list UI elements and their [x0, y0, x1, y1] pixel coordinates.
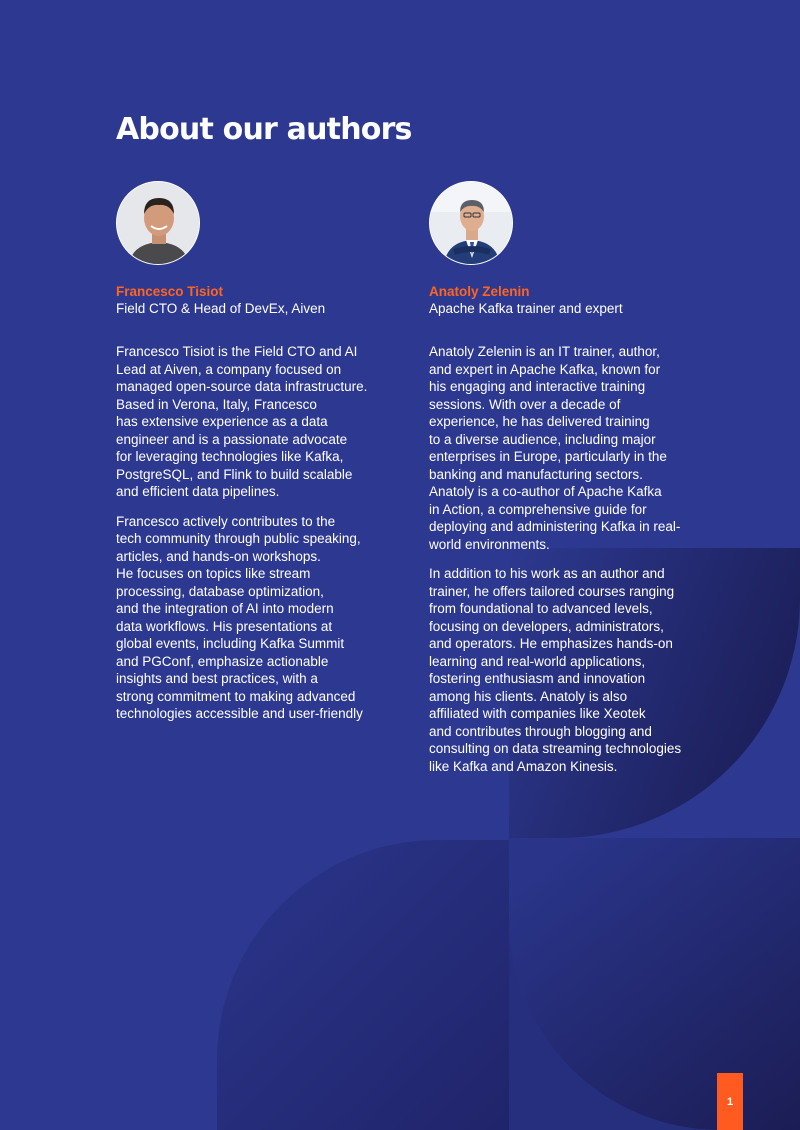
bio-line: PostgreSQL, and Flink to build scalable	[116, 466, 353, 482]
bio-line: global events, including Kafka Summit	[116, 636, 345, 651]
bio-line: Francesco Tisiot is the Field CTO and AI	[116, 344, 358, 359]
bio-line: Based in Verona, Italy, Francesco	[116, 396, 317, 412]
bio-line: and expert in Apache Kafka, known for	[429, 361, 661, 377]
bio-line: engineer and is a passionate advocate	[116, 431, 348, 447]
page-number: 1	[717, 1073, 743, 1130]
bio-line: deploying and administering Kafka in real-	[429, 519, 681, 534]
bio-line: for leveraging technologies like Kafka,	[116, 449, 344, 464]
bio-line: managed open-source data infrastructure.	[116, 379, 368, 394]
author-name: Anatoly Zelenin	[429, 284, 530, 299]
author-role: Apache Kafka trainer and expert	[429, 301, 623, 316]
bio-line: has extensive experience as a data	[116, 414, 328, 429]
bio-line: his engaging and interactive training	[429, 379, 646, 394]
bio-line: trainer, he offers tailored courses ranging	[429, 583, 675, 599]
bio-line: strong commitment to making advanced	[116, 688, 356, 704]
bio-line: from foundational to advanced levels,	[429, 601, 653, 616]
bio-line: and efficient data pipelines.	[116, 484, 280, 499]
bio-paragraph	[116, 343, 406, 501]
bio-paragraph	[116, 513, 406, 723]
bio-line: in Action, a comprehensive guide for	[429, 501, 647, 517]
bio-line: Francesco actively contributes to the	[116, 513, 336, 529]
bio-line: Lead at Aiven, a company focused on	[116, 361, 342, 377]
bio-paragraph	[429, 343, 719, 553]
bio-line: to a diverse audience, including major	[429, 431, 656, 447]
bio-line: and contributes through blogging and	[429, 723, 652, 739]
bio-line: and PGConf, emphasize actionable	[116, 653, 329, 669]
bio-line: among his clients. Anatoly is also	[429, 688, 628, 704]
bio-line: data workflows. His presentations at	[116, 618, 333, 634]
bio-line: world environments.	[429, 536, 550, 552]
author-name: Francesco Tisiot	[116, 284, 224, 299]
bio-line: focusing on developers, administrators,	[429, 618, 664, 634]
bio-line: enterprises in Europe, particularly in the	[429, 449, 667, 464]
page-title: About our authors	[116, 112, 412, 147]
bio-line: sessions. With over a decade of	[429, 396, 621, 412]
bio-line: and operators. He emphasizes hands-on	[429, 636, 673, 651]
author-bio	[116, 343, 406, 723]
author-card-francesco	[116, 181, 406, 735]
author-role: Field CTO & Head of DevEx, Aiven	[116, 301, 326, 316]
bio-line: processing, database optimization,	[116, 583, 324, 599]
bio-paragraph	[429, 565, 719, 775]
author-bio	[429, 343, 719, 775]
bio-line: consulting on data streaming technologies	[429, 741, 682, 756]
bio-line: banking and manufacturing sectors.	[429, 466, 643, 482]
bio-line: insights and best practices, with a	[116, 671, 318, 686]
bio-line: affiliated with companies like Xeotek	[429, 706, 646, 721]
bio-line: In addition to his work as an author and	[429, 566, 665, 581]
author-photo-anatoly	[429, 181, 513, 265]
bio-line: experience, he has delivered training	[429, 414, 650, 429]
bio-line: fostering enthusiasm and innovation	[429, 671, 646, 686]
bio-line: articles, and hands-on workshops.	[116, 548, 321, 564]
bio-line: Anatoly is a co-author of Apache Kafka	[429, 484, 662, 499]
bio-line: Anatoly Zelenin is an IT trainer, author,	[429, 344, 660, 359]
author-photo-francesco	[116, 181, 200, 265]
bio-line: He focuses on topics like stream	[116, 566, 311, 581]
bio-line: tech community through public speaking,	[116, 531, 361, 546]
bio-line: technologies accessible and user-friendly	[116, 706, 363, 721]
bio-line: like Kafka and Amazon Kinesis.	[429, 758, 618, 774]
bio-line: learning and real-world applications,	[429, 653, 646, 669]
author-card-anatoly	[429, 181, 719, 787]
bio-line: and the integration of AI into modern	[116, 601, 334, 616]
